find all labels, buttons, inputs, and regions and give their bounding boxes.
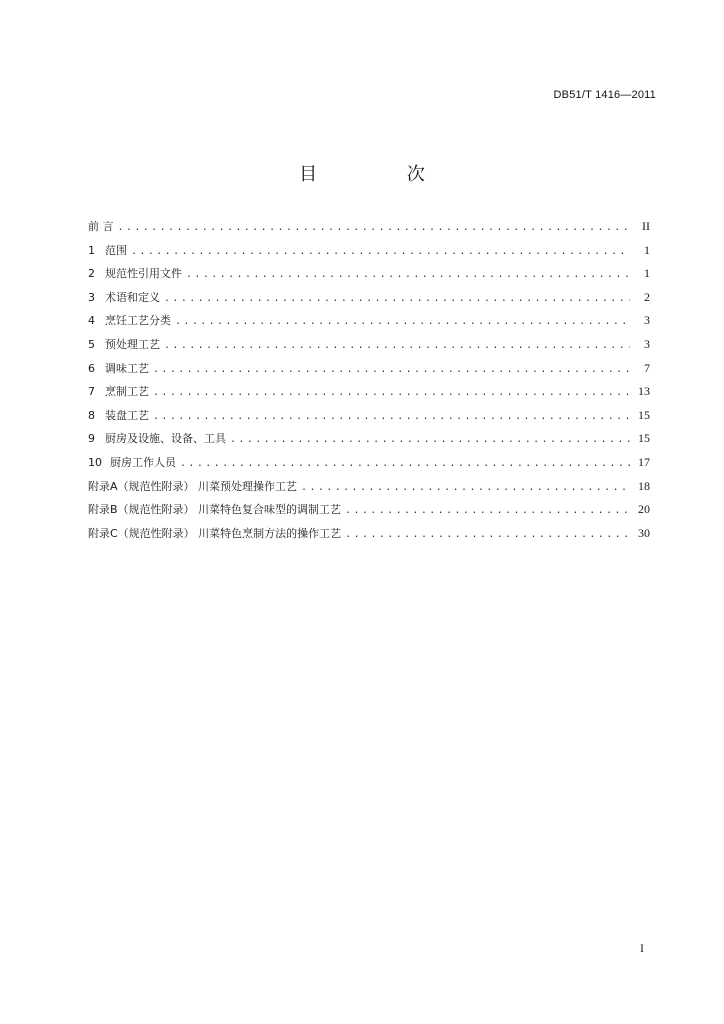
toc-dot-leader xyxy=(230,433,630,447)
toc-entry-appendix-b[interactable] xyxy=(88,502,650,526)
toc-dot-leader xyxy=(153,410,630,424)
toc-entry-1[interactable] xyxy=(88,243,650,267)
table-of-contents xyxy=(88,219,650,549)
toc-dot-leader xyxy=(345,528,630,542)
toc-dot-leader xyxy=(180,457,630,471)
toc-entry-5[interactable] xyxy=(88,337,650,361)
toc-entry-page: 7 xyxy=(644,360,650,375)
toc-entry-page: 30 xyxy=(638,525,650,540)
toc-entry-label: 预处理工艺 xyxy=(105,337,160,351)
toc-entry-label: 厨房及设施、设备、工具 xyxy=(105,432,226,446)
toc-dot-leader xyxy=(153,363,630,377)
toc-entry-page: II xyxy=(642,219,650,233)
toc-entry-label: 调味工艺 xyxy=(105,361,149,375)
toc-entry-label: 附录C（规范性附录） 川菜特色烹制方法的操作工艺 xyxy=(88,526,342,540)
toc-entry-number: 1 xyxy=(88,243,95,257)
toc-dot-leader xyxy=(153,386,630,400)
toc-entry-label: 附录A（规范性附录） 川菜预处理操作工艺 xyxy=(88,479,298,493)
toc-entry-page: 3 xyxy=(644,336,650,351)
toc-entry-number: 9 xyxy=(88,432,95,446)
toc-entry-page: 2 xyxy=(644,289,650,304)
toc-entry-page: 18 xyxy=(638,478,650,493)
toc-entry-10[interactable] xyxy=(88,455,650,479)
toc-entry-7[interactable] xyxy=(88,384,650,408)
toc-entry-page: 3 xyxy=(644,313,650,328)
toc-dot-leader xyxy=(301,481,630,495)
toc-entry-number: 7 xyxy=(88,385,95,399)
toc-entry-number: 10 xyxy=(88,455,102,469)
standard-code: DB51/T 1416—2011 xyxy=(553,89,656,101)
toc-entry-number: 6 xyxy=(88,361,95,375)
toc-entry-label: 术语和定义 xyxy=(105,290,160,304)
toc-dot-leader xyxy=(164,339,630,353)
page-number: I xyxy=(640,941,644,955)
toc-entry-page: 15 xyxy=(638,431,650,446)
toc-entry-label: 烹制工艺 xyxy=(105,385,149,399)
toc-entry-number: 5 xyxy=(88,337,95,351)
toc-entry-appendix-a[interactable] xyxy=(88,479,650,503)
toc-entry-4[interactable] xyxy=(88,313,650,337)
toc-entry-page: 15 xyxy=(638,407,650,422)
toc-entry-label: 厨房工作人员 xyxy=(110,455,176,469)
toc-dot-leader xyxy=(131,245,630,259)
toc-entry-page: 13 xyxy=(638,384,650,399)
toc-entry-appendix-c[interactable] xyxy=(88,526,650,550)
toc-entry-foreword[interactable] xyxy=(88,219,650,243)
toc-entry-2[interactable] xyxy=(88,266,650,290)
toc-entry-page: 1 xyxy=(644,242,650,257)
toc-entry-8[interactable] xyxy=(88,408,650,432)
toc-entry-page: 1 xyxy=(644,266,650,281)
toc-entry-label: 范围 xyxy=(105,243,127,257)
toc-entry-page: 20 xyxy=(638,502,650,517)
toc-entry-label: 前 言 xyxy=(88,220,114,233)
toc-entry-page: 17 xyxy=(638,454,650,469)
toc-dot-leader xyxy=(345,504,630,518)
toc-entry-number: 8 xyxy=(88,408,95,422)
toc-entry-number: 2 xyxy=(88,267,95,281)
toc-dot-leader xyxy=(164,292,630,306)
toc-entry-label: 附录B（规范性附录） 川菜特色复合味型的调制工艺 xyxy=(88,503,342,517)
toc-entry-label: 烹饪工艺分类 xyxy=(105,314,171,328)
toc-dot-leader xyxy=(186,268,630,282)
page-title: 目 次 xyxy=(299,164,467,185)
toc-entry-9[interactable] xyxy=(88,431,650,455)
toc-entry-label: 规范性引用文件 xyxy=(105,267,182,281)
toc-dot-leader xyxy=(175,315,630,329)
toc-entry-number: 3 xyxy=(88,290,95,304)
toc-entry-6[interactable] xyxy=(88,361,650,385)
toc-entry-label: 装盘工艺 xyxy=(105,408,149,422)
toc-entry-3[interactable] xyxy=(88,290,650,314)
toc-dot-leader xyxy=(118,221,631,235)
toc-entry-number: 4 xyxy=(88,314,95,328)
